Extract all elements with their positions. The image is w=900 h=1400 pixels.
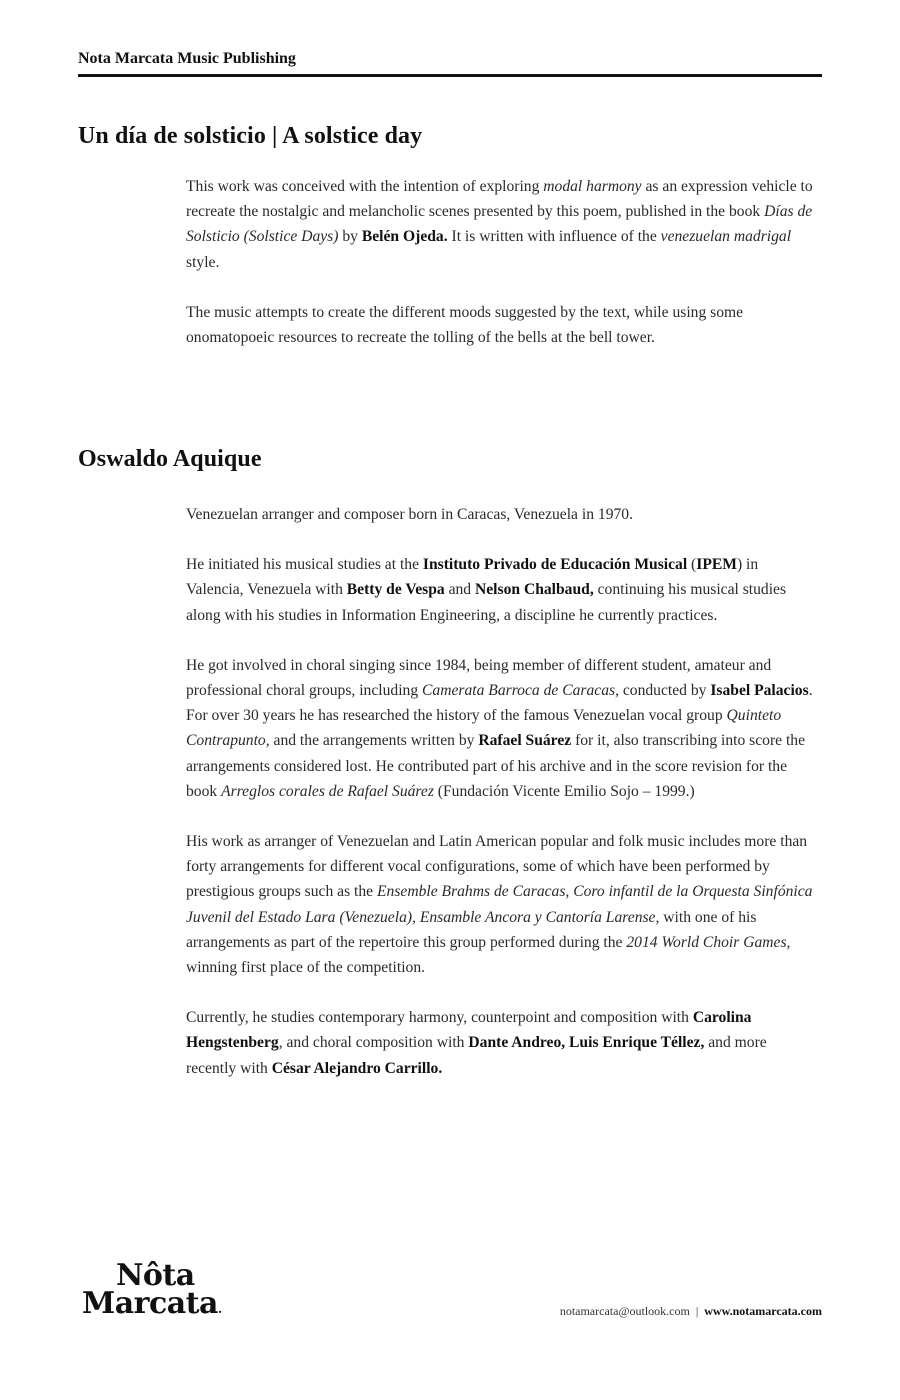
logo-line-1: Nôta [116,1258,195,1293]
paragraph [186,300,816,350]
text-run: It is written with influence of the [447,228,661,246]
paragraph [186,174,816,275]
nota-marcata-logo [82,1258,262,1323]
footer-email-link[interactable]: notamarcata@outlook.com [559,1304,690,1318]
text-run: He got involved in choral singing since 1984, being member of different student, amateur and professional choral groups, including [186,656,772,700]
text-run: as an expression vehicle to recreate the nostalgic and melancholic scenes presented by this poem, published in the book [186,178,813,221]
bold-run: Belén Ojeda. [361,228,448,246]
bold-run: IPEM [696,556,737,574]
footer-separator: | [695,1304,699,1318]
text-run: by [338,228,362,246]
logo-mark: . [217,1302,222,1316]
text-run: (Fundación Vicente Emilio Sojo – 1999.) [433,782,695,800]
bold-run: Carolina Hengstenberg [186,1009,752,1052]
text-run: for it, also transcribing into score the arrangements considered lost. He contributed part of his archive and in the score revision for the book [186,732,806,800]
bold-run: Nelson Chalbaud, [475,581,594,599]
footer-contact [560,1304,822,1319]
section-body-solstice [186,174,816,375]
footer-website-link[interactable]: www.notamarcata.com [704,1304,822,1318]
text-run: He initiated his musical studies at the [186,556,423,574]
italic-run: modal harmony [543,178,642,195]
logo-word: Marcata [82,1286,218,1321]
header-rule [78,74,822,77]
text-run: Venezuelan arranger and composer born in Caracas, Venezuela in 1970. [186,506,633,523]
italic-run: Ensemble Brahms de Caracas, Coro infantil de la Orquesta Sinfónica Juvenil del Estado Lara (Venezuela), Ensamble Ancora y Cantoría Larense, [186,883,813,926]
text-run: and more recently with [186,1034,767,1077]
italic-run: Camerata Barroca de Caracas, [422,682,619,700]
text-run: ( [687,556,697,574]
bold-run: Rafael Suárez [478,732,572,750]
section-title-solstice: Un día de solsticio | A solstice day [78,123,423,149]
italic-run: 2014 World Choir Games, [626,933,791,951]
paragraph [186,1005,816,1081]
bold-run: Dante Andreo, Luis Enrique Téllez, [468,1034,705,1052]
section-title-bio: Oswaldo Aquique [78,446,262,472]
section-body-bio [186,502,816,1106]
text-run: with one of his arrangements as part of the repertoire this group performed during the [186,908,757,951]
italic-run: Días de Solsticio (Solstice Days) [186,203,813,246]
paragraph [186,502,816,527]
text-run: and the arrangements written by [269,732,479,750]
bold-run: Betty de Vespa [346,581,445,599]
text-run: His work as arranger of Venezuelan and Latin American popular and folk music includes more than forty arrangements for different vocal configurations, some of which have been performed by prestigious groups such as the [186,833,808,901]
text-run: and [444,581,475,599]
text-run: continuing his musical studies along with his studies in Information Engineering, a discipline he currently practices. [186,581,787,624]
italic-run: Quinteto Contrapunto, [186,707,782,750]
text-run: , and choral composition with [278,1034,469,1052]
italic-run: venezuelan madrigal [660,228,792,246]
bold-run: Isabel Palacios [710,682,809,700]
text-run: The music attempts to create the different moods suggested by the text, while using some onomatopoeic resources to recreate the tolling of the bells at the bell tower. [186,303,744,347]
bold-run: César Alejandro Carrillo. [271,1059,443,1077]
bold-run: Instituto Privado de Educación Musical [422,556,688,574]
paragraph [186,829,816,980]
text-run: ) in Valencia, Venezuela with [186,556,759,599]
paragraph [186,653,816,804]
text-run: conducted by [618,682,711,700]
publisher-header: Nota Marcata Music Publishing [78,50,296,67]
text-run: winning first place of the competition. [186,959,426,977]
text-run: Currently, he studies contemporary harmony, counterpoint and composition with [186,1009,693,1027]
text-run: . For over 30 years he has researched the history of the famous Venezuelan vocal group [186,682,813,725]
text-run: This work was conceived with the intention of exploring [186,178,544,195]
paragraph [186,552,816,628]
text-run: style. [186,253,220,271]
logo-line-2 [82,1286,262,1323]
italic-run: Arreglos corales de Rafael Suárez [221,782,434,800]
